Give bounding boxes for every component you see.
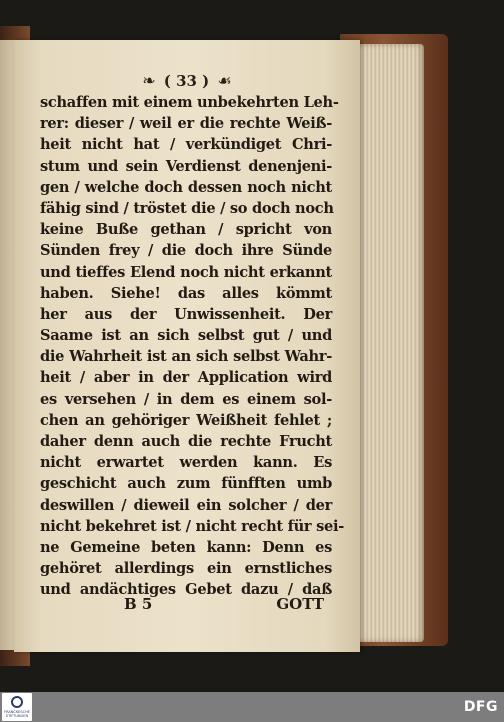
- text-line: heit / aber in der Application wird: [40, 369, 332, 387]
- text-line: fähig sind / tröstet die / so doch noch: [40, 199, 334, 217]
- text-line: gehöret allerdings ein ernstliches: [40, 560, 332, 578]
- text-line: rer: dieser / weil er die rechte Weiß-: [40, 115, 332, 133]
- text-line: heit nicht hat / verkündiget Chri-: [40, 136, 332, 154]
- text-line: geschicht auch zum fünfften umb: [40, 475, 332, 493]
- foundation-logo[interactable]: [2, 693, 32, 721]
- text-line: Sünden frey / die doch ihre Sünde: [40, 242, 332, 260]
- text-line: nicht bekehret ist / nicht recht für sei-: [40, 517, 344, 535]
- page-text: [40, 92, 344, 601]
- text-line: und tieffes Elend noch nicht erkannt: [40, 263, 332, 281]
- dfg-brand[interactable]: DFG: [463, 699, 498, 715]
- ornament-right-icon: ☙: [217, 71, 232, 90]
- footer-bar: [0, 692, 504, 722]
- page-footer: [124, 595, 324, 617]
- foundation-logo-icon: [11, 696, 23, 708]
- text-line: haben. Siehe! das alles kömmt: [40, 284, 332, 302]
- text-line: es versehen / in dem es einem sol-: [40, 390, 332, 408]
- foundation-logo-text: FRANCKESCHE STIFTUNGEN: [4, 710, 30, 718]
- text-line: und andächtiges Gebet dazu / daß: [40, 581, 332, 599]
- text-line: nicht erwartet werden kann. Es: [40, 454, 332, 472]
- page-header: [14, 70, 360, 90]
- catchword: GOTT: [276, 595, 324, 613]
- text-line: stum und sein Verdienst denenjeni-: [40, 157, 332, 175]
- page-edges: [352, 44, 424, 642]
- page-number: ( 33 ): [163, 71, 210, 90]
- ornament-left-icon: ❧: [142, 71, 156, 90]
- text-line: daher denn auch die rechte Frucht: [40, 433, 332, 450]
- book-page: [14, 40, 360, 652]
- text-line: chen an gehöriger Weißheit fehlet ;: [40, 411, 332, 429]
- text-line: Saame ist an sich selbst gut / und: [40, 327, 332, 345]
- text-line: keine Buße gethan / spricht von: [40, 221, 332, 239]
- text-line: her aus der Unwissenheit. Der: [40, 305, 332, 323]
- text-line: ne Gemeine beten kann: Denn es: [40, 538, 332, 556]
- text-line: deswillen / dieweil ein solcher / der: [40, 496, 332, 514]
- text-line: gen / welche doch dessen noch nicht: [40, 178, 332, 196]
- text-line: schaffen mit einem unbekehrten Leh-: [40, 94, 339, 111]
- signature-mark: B 5: [124, 595, 153, 613]
- text-line: die Wahrheit ist an sich selbst Wahr-: [40, 348, 332, 366]
